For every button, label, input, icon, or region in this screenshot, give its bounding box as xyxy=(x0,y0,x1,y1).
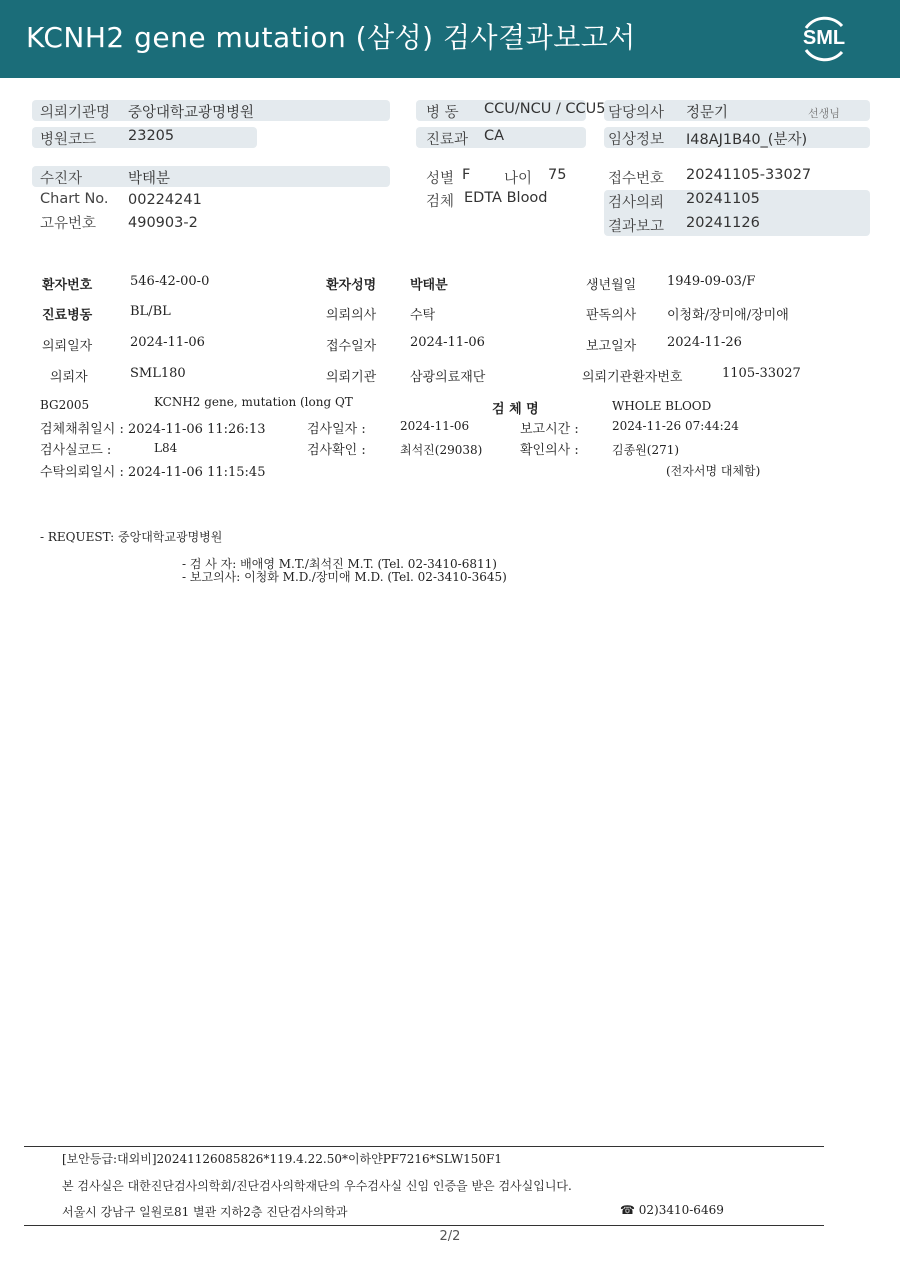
scan-r1-l3: 생년월일 xyxy=(586,278,637,293)
scan-r1-v1: 546-42-00-0 xyxy=(130,274,210,289)
chart-value: 00224241 xyxy=(128,192,202,208)
specimen-label: 검체 xyxy=(426,194,455,210)
logo-text: SML xyxy=(802,27,846,49)
clinical-value: I48AJ1B40_(분자) xyxy=(686,132,808,148)
scan-r3-v3: 2024-11-26 xyxy=(667,335,742,350)
patient-label: 수진자 xyxy=(40,171,83,187)
security-line: [보안등급:대외비]20241126085826*119.4.22.50*이하얀PF7216*SLW150F1 xyxy=(62,1152,503,1166)
lab-code-value: L84 xyxy=(154,441,178,455)
scan-r2-v1: BL/BL xyxy=(130,304,171,319)
scan-r3-l3: 보고일자 xyxy=(586,339,637,354)
reporter-line: - 보고의사: 이청화 M.D./장미애 M.D. (Tel. 02-3410-3645) xyxy=(182,570,507,584)
report-time-label: 보고시간 : xyxy=(520,422,579,437)
chart-label: Chart No. xyxy=(40,191,109,207)
unique-value: 490903-2 xyxy=(128,215,198,231)
address-line: 서울시 강남구 일원로81 별관 지하2층 진단검사의학과 xyxy=(62,1205,348,1219)
scan-r4-v3: 1105-33027 xyxy=(722,366,801,381)
institution-value: 중앙대학교광명병원 xyxy=(128,105,255,121)
report-header xyxy=(0,0,900,78)
scan-r1-v3: 1949-09-03/F xyxy=(667,274,756,289)
scan-specimen-value: WHOLE BLOOD xyxy=(612,399,712,413)
confirm-doctor-value: 김종원(271) xyxy=(612,443,680,457)
receipt-value: 20241105-33027 xyxy=(686,167,812,183)
collect-time: 검체채취일시 : 2024-11-06 11:26:13 xyxy=(40,422,266,437)
pill-patient xyxy=(32,166,390,187)
scan-r2-l3: 판독의사 xyxy=(586,308,637,323)
doctor-label: 담당의사 xyxy=(608,105,665,121)
confirm-value: 최석진(29038) xyxy=(400,443,483,457)
age-label: 나이 xyxy=(504,171,533,187)
dept-value: CA xyxy=(484,128,505,144)
cert-line: 본 검사실은 대한진단검사의학회/진단검사의학재단의 우수검사실 신임 인증을 받은 검사실입니다. xyxy=(62,1179,572,1193)
scan-r4-l2: 의뢰기관 xyxy=(326,370,377,385)
scan-r2-v2: 수탁 xyxy=(410,308,436,323)
scan-r3-l2: 접수일자 xyxy=(326,339,377,354)
footer-top-rule xyxy=(24,1146,824,1147)
consign-time: 수탁의뢰일시 : 2024-11-06 11:15:45 xyxy=(40,465,266,480)
scan-r1-l2: 환자성명 xyxy=(326,278,377,293)
confirm-label: 검사확인 : xyxy=(307,443,366,458)
scan-r2-v3: 이청화/장미애/장미애 xyxy=(667,308,789,323)
sml-logo xyxy=(796,12,852,64)
clinical-label: 임상정보 xyxy=(608,132,665,148)
scan-r4-l3: 의뢰기관환자번호 xyxy=(582,370,683,385)
age-value: 75 xyxy=(548,167,567,183)
patient-value: 박태분 xyxy=(128,171,171,187)
test-date-value: 2024-11-06 xyxy=(400,419,470,433)
scan-r2-l1: 진료병동 xyxy=(42,308,93,323)
report-value: 20241126 xyxy=(686,215,760,231)
specimen-value: EDTA Blood xyxy=(464,190,548,206)
test-date-label: 검사일자 : xyxy=(307,422,366,437)
request-value: 20241105 xyxy=(686,191,760,207)
institution-label: 의뢰기관명 xyxy=(40,105,111,121)
test-name: KCNH2 gene, mutation (long QT xyxy=(154,395,353,409)
footer-bottom-rule xyxy=(24,1225,824,1226)
e-signature-note: (전자서명 대체함) xyxy=(666,464,761,478)
sex-label: 성별 xyxy=(426,171,455,187)
scan-specimen-label: 검 체 명 xyxy=(492,402,539,417)
scan-r4-l1: 의뢰자 xyxy=(50,370,88,385)
ward-value: CCU/NCU / CCU5 xyxy=(484,101,606,117)
phone-line: ☎ 02)3410-6469 xyxy=(620,1203,724,1217)
lab-code-label: 검사실코드 : xyxy=(40,443,112,458)
request-label: 검사의뢰 xyxy=(608,195,665,211)
confirm-doctor-label: 확인의사 : xyxy=(520,443,579,458)
scan-r4-v2: 삼광의료재단 xyxy=(410,370,486,385)
tester-line: - 검 사 자: 배애영 M.T./최석진 M.T. (Tel. 02-3410-6811) xyxy=(182,557,497,571)
test-code: BG2005 xyxy=(40,398,90,412)
scan-r2-l2: 의뢰의사 xyxy=(326,308,377,323)
request-line: - REQUEST: 중앙대학교광명병원 xyxy=(40,530,223,544)
unique-label: 고유번호 xyxy=(40,216,97,232)
scan-r1-l1: 환자번호 xyxy=(42,278,93,293)
doctor-suffix: 선생님 xyxy=(808,107,840,120)
hospital-code-value: 23205 xyxy=(128,128,175,144)
receipt-label: 접수번호 xyxy=(608,171,665,187)
ward-label: 병 동 xyxy=(426,105,459,121)
sex-value: F xyxy=(462,167,471,183)
report-title: KCNH2 gene mutation (삼성) 검사결과보고서 xyxy=(26,21,636,54)
scan-r3-v2: 2024-11-06 xyxy=(410,335,485,350)
page-number: 2/2 xyxy=(439,1229,461,1244)
scan-r4-v1: SML180 xyxy=(130,366,186,381)
report-time-value: 2024-11-26 07:44:24 xyxy=(612,419,739,433)
hospital-code-label: 병원코드 xyxy=(40,132,97,148)
scan-r1-v2: 박태분 xyxy=(410,278,448,293)
report-label: 결과보고 xyxy=(608,219,665,235)
scan-r3-v1: 2024-11-06 xyxy=(130,335,205,350)
doctor-value: 정문기 xyxy=(686,105,729,121)
scan-r3-l1: 의뢰일자 xyxy=(42,339,93,354)
dept-label: 진료과 xyxy=(426,132,469,148)
